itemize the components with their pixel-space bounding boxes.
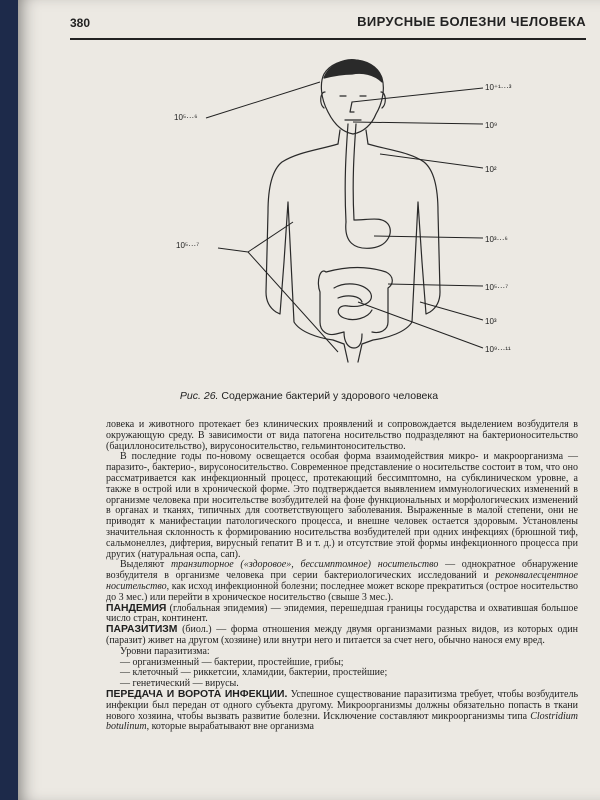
caption-label: Рис. 26.: [179, 390, 219, 402]
label-urogenital: 10⁵···⁷: [176, 241, 200, 250]
list-item: — организменный — бактерии, простейшие, грибы;: [120, 656, 344, 668]
term-clostridium: Clostridium botulinum: [106, 710, 578, 733]
list-item: — генетический — вирусы.: [120, 678, 239, 690]
small-intestine: [334, 284, 372, 320]
human-body-illustration: [148, 52, 528, 382]
paragraph-carrier-modern: В последние годы по-новому освещается особая форма взаимодействия микро- и макроорганизма — паразито-, бактерио-, вирусоносительство. Современное представление о носительстве состоит в том, что оно рассматривается как инфекционный процесс, протекающий бессимптомно, на субклиническом уровне, а также в острой или в хронической форме. Это подтверждается выявлением иммунологических изменений в организме человека при носительстве возбудителей на фоне функциональных и морфологических изменений в органах и тканях, типичных для соответствующего заболевания. Выраженные в малой степени, они не приводят к манифестации патологического процесса, и внешне человек остается здоровым. Установлены значительная склонность к формированию носительства возбудителей при одних инфекциях (брюшной тиф, сальмонеллез, дифтерия, вирусный гепатит В и т. д.) и отсутствие этой формы инфекционного процесса при других (натуральная оспа, сап).: [106, 451, 578, 560]
stomach: [346, 219, 391, 248]
neck: [338, 130, 368, 144]
figure-body-diagram: [148, 52, 528, 382]
page-number: 380: [70, 16, 91, 30]
running-title: ВИРУСНЫЕ БОЛЕЗНИ ЧЕЛОВЕКА: [357, 14, 586, 29]
label-skin-arm: 10³: [485, 317, 497, 326]
list-item: — клеточный — риккетсии, хламидии, бактерии, простейшие;: [120, 667, 388, 679]
book-page: [18, 0, 600, 800]
paragraph-parasitism: ПАРАЗИТИЗМ (биол.) — форма отношения между двумя организмами разных видов, из которых один (паразит) живет на другом (хозяине) или внутри него и питается за счет него, обычно нанося ему вред.: [106, 624, 578, 646]
label-stomach: 10³···⁶: [485, 235, 508, 244]
label-small-intestine: 10⁵···⁷: [485, 283, 509, 292]
figure-caption: [18, 390, 600, 402]
caption-text: Содержание бактерий у здорового человека: [221, 390, 439, 402]
label-skin: 10²: [485, 165, 497, 174]
term-transmission: ПЕРЕДАЧА И ВОРОТА ИНФЕКЦИИ.: [106, 688, 288, 700]
esophagus: [345, 124, 356, 222]
term-convalescent: реконвалесцентное носительство: [106, 570, 578, 592]
body-text: [106, 420, 578, 733]
label-large-intestine: 10⁹···¹¹: [485, 345, 511, 354]
label-throat: 10⁹: [485, 121, 498, 130]
paragraph-carrier-forms: Выделяют транзиторное («здоровое», бессимптомное) носительство — однократное обнаружение возбудителя в организме человека при серии бактериологических исследований и реконвалесцентное носительство, как исход инфекционной болезни; последнее может вскоре прекратиться (острое носительство до 3 мес.) или перейти в хроническое носительство (свыше 3 мес.).: [106, 559, 578, 603]
paragraph-pandemic: ПАНДЕМИЯ (глобальная эпидемия) — эпидемия, перешедшая границы государства и охватившая большое число стран, континент.: [106, 602, 578, 625]
term-pandemic: ПАНДЕМИЯ: [106, 602, 167, 614]
rectum: [344, 332, 362, 348]
levels-list: [106, 658, 578, 690]
paragraph-transmission: ПЕРЕДАЧА И ВОРОТА ИНФЕКЦИИ. Успешное существование паразитизма требует, чтобы возбудитель инфекции был передан от одного субъекта другому. Микроорганизмы должны обязательно попасть в ткани нового хозяина, чтобы вызвать развитие болезни. Исключение составляют микроорганизмы типа Clostridium botulinum, которые вырабатывают вне организма: [106, 688, 579, 733]
term-transient: транзиторное («здоровое», бессимптомное) носительство: [170, 559, 439, 571]
face-features: [340, 96, 366, 120]
large-intestine: [318, 268, 392, 335]
paragraph-carrier-types: ловека и животного протекает без клинических проявлений и сопровождается выделением возбудителя в окружающую среду. В зависимости от вида патогена носительство подразделяют на бактерионосительство (бациллоносительство), вирусоносительство, гельминтоносительство.: [106, 419, 578, 452]
hair: [324, 60, 382, 82]
levels-heading: Уровни паразитизма:: [120, 645, 210, 657]
label-mouth: 10⁵···⁶: [174, 113, 198, 122]
page-header: [70, 10, 586, 40]
term-parasitism: ПАРАЗИТИЗМ: [106, 624, 178, 636]
label-nose: 10⁺¹···³: [485, 83, 512, 92]
